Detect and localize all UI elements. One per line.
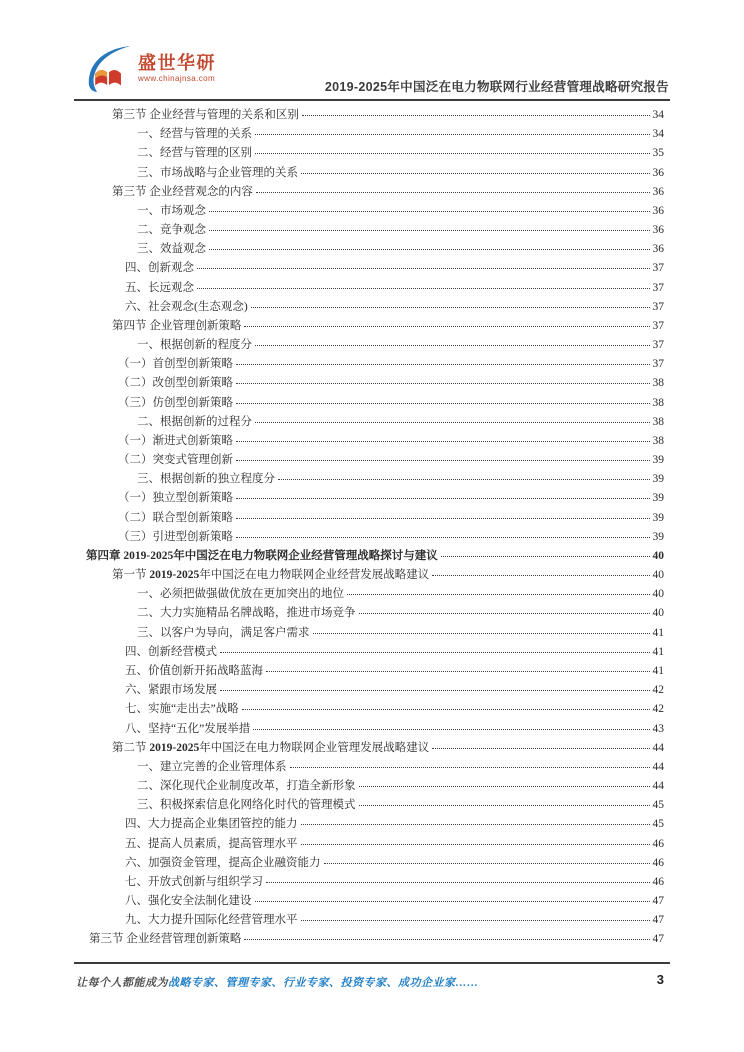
toc-page-number: 37 bbox=[652, 339, 664, 352]
dotted-leader bbox=[290, 767, 651, 768]
toc-entry-title: 二、根据创新的过程分 bbox=[137, 415, 252, 428]
dotted-leader bbox=[359, 613, 651, 614]
toc-page-number: 36 bbox=[652, 204, 664, 217]
footer-slogan bbox=[76, 974, 479, 990]
dotted-leader bbox=[236, 383, 650, 384]
toc-entry-title: 五、价值创新开拓战略蓝海 bbox=[125, 664, 263, 677]
toc-page-number: 46 bbox=[652, 875, 664, 888]
toc-page-number: 37 bbox=[652, 300, 664, 313]
toc-row bbox=[86, 355, 664, 374]
dotted-leader bbox=[255, 901, 651, 902]
toc-entry-title: 三、积极探索信息化网络化时代的管理模式 bbox=[137, 799, 356, 812]
dotted-leader bbox=[244, 939, 650, 940]
toc-row bbox=[86, 336, 664, 355]
toc-row bbox=[86, 892, 664, 911]
toc-row bbox=[86, 509, 664, 528]
toc-page-number: 46 bbox=[652, 856, 664, 869]
toc-row bbox=[86, 202, 664, 221]
toc-page-number: 40 bbox=[652, 549, 664, 562]
toc-page-number: 41 bbox=[652, 626, 664, 639]
toc-page-number: 47 bbox=[652, 914, 664, 927]
toc-row bbox=[86, 604, 664, 623]
toc-page-number: 43 bbox=[652, 722, 664, 735]
toc-page-number: 36 bbox=[652, 243, 664, 256]
toc-row bbox=[86, 489, 664, 508]
toc-page-number: 37 bbox=[652, 262, 664, 275]
dotted-leader bbox=[301, 824, 651, 825]
toc-entry-title: 四、创新经营模式 bbox=[125, 645, 217, 658]
toc-entry-title: 六、紧跟市场发展 bbox=[125, 684, 217, 697]
dotted-leader bbox=[236, 364, 650, 365]
dotted-leader bbox=[278, 479, 650, 480]
footer-slogan-highlight: 战略专家、管理专家、行业专家、投资专家、成功企业家…… bbox=[168, 977, 479, 989]
toc-row bbox=[86, 585, 664, 604]
toc-page-number: 37 bbox=[652, 358, 664, 371]
dotted-leader bbox=[236, 460, 650, 461]
toc-page-number: 44 bbox=[652, 760, 664, 773]
toc-entry-title: 第一节 2019-2025年中国泛在电力物联网企业经营发展战略建议 bbox=[112, 569, 430, 582]
toc-row bbox=[86, 739, 664, 758]
logo-text bbox=[138, 45, 216, 83]
page-number: 3 bbox=[656, 972, 664, 987]
toc-page-number: 39 bbox=[652, 492, 664, 505]
toc-page-number: 46 bbox=[652, 837, 664, 850]
toc-entry-title: （二）突变式管理创新 bbox=[118, 454, 233, 467]
toc-page-number: 39 bbox=[652, 473, 664, 486]
dotted-leader bbox=[209, 230, 650, 231]
toc-entry-title: 四、创新观念 bbox=[125, 262, 194, 275]
toc-row bbox=[86, 796, 664, 815]
toc-row bbox=[86, 815, 664, 834]
dotted-leader bbox=[255, 422, 650, 423]
dotted-leader bbox=[220, 690, 650, 691]
toc-row bbox=[86, 374, 664, 393]
header-divider bbox=[74, 99, 670, 101]
dotted-leader bbox=[255, 153, 650, 154]
toc-row bbox=[86, 394, 664, 413]
dotted-leader bbox=[236, 537, 650, 538]
toc-entry-title: 八、强化安全法制化建设 bbox=[125, 895, 252, 908]
dotted-leader bbox=[313, 633, 651, 634]
toc-entry-title: 第三节 企业经营与管理的关系和区别 bbox=[112, 109, 299, 121]
toc-row bbox=[86, 720, 664, 739]
toc-page-number: 34 bbox=[652, 109, 664, 121]
toc-page-number: 47 bbox=[652, 895, 664, 908]
toc-page-number: 36 bbox=[652, 185, 664, 198]
toc-row bbox=[86, 777, 664, 796]
toc-entry-title: 五、长远观念 bbox=[125, 281, 194, 294]
dotted-leader bbox=[359, 805, 651, 806]
toc-row bbox=[86, 624, 664, 643]
dotted-leader bbox=[302, 115, 650, 116]
brand-name: 盛世华研 bbox=[138, 53, 216, 73]
dotted-leader bbox=[236, 441, 650, 442]
toc-row bbox=[86, 854, 664, 873]
toc-row bbox=[86, 835, 664, 854]
toc-row bbox=[86, 451, 664, 470]
toc-entry-title: 一、根据创新的程度分 bbox=[137, 339, 252, 352]
dotted-leader bbox=[242, 709, 650, 710]
toc-entry-title: 七、实施“走出去”战略 bbox=[125, 703, 239, 716]
toc-row bbox=[86, 144, 664, 163]
dotted-leader bbox=[209, 249, 650, 250]
toc-page-number: 47 bbox=[652, 933, 664, 946]
toc-entry-title: 一、经营与管理的关系 bbox=[137, 128, 252, 141]
toc-entry-title: （三）引进型创新策略 bbox=[118, 530, 233, 543]
toc-entry-title: 八、坚持“五化”发展举措 bbox=[125, 722, 251, 735]
toc-entry-title: 三、以客户为导向，满足客户需求 bbox=[137, 626, 310, 639]
toc-entry-title: （二）联合型创新策略 bbox=[118, 511, 233, 524]
dotted-leader bbox=[255, 134, 650, 135]
toc-entry-title: 三、效益观念 bbox=[137, 243, 206, 256]
dotted-leader bbox=[251, 307, 650, 308]
toc-row bbox=[86, 413, 664, 432]
dotted-leader bbox=[301, 844, 651, 845]
toc-page-number: 38 bbox=[652, 396, 664, 409]
toc-page-number: 40 bbox=[652, 607, 664, 620]
toc-page-number: 34 bbox=[652, 128, 664, 141]
toc-entry-title: （二）改创型创新策略 bbox=[118, 377, 233, 390]
toc-entry-title: 二、竞争观念 bbox=[137, 224, 206, 237]
toc-page-number: 39 bbox=[652, 530, 664, 543]
toc-row bbox=[86, 164, 664, 183]
logo-book-swoosh-icon bbox=[86, 45, 132, 93]
toc-row bbox=[86, 279, 664, 298]
toc-page-number: 39 bbox=[652, 454, 664, 467]
toc-entry-title: 第二节 2019-2025年中国泛在电力物联网企业管理发展战略建议 bbox=[112, 741, 430, 754]
dotted-leader bbox=[432, 748, 650, 749]
dotted-leader bbox=[359, 786, 651, 787]
toc-page-number: 40 bbox=[652, 569, 664, 582]
toc-entry-title: 二、经营与管理的区别 bbox=[137, 147, 252, 160]
toc-page-number: 38 bbox=[652, 434, 664, 447]
toc-entry-title: 三、市场战略与企业管理的关系 bbox=[137, 166, 298, 179]
toc-entry-title: 三、根据创新的独立程度分 bbox=[137, 473, 275, 486]
brand-logo bbox=[86, 45, 216, 93]
toc-row bbox=[86, 106, 664, 125]
dotted-leader bbox=[441, 556, 650, 557]
dotted-leader bbox=[197, 288, 650, 289]
toc-page-number: 35 bbox=[652, 147, 664, 160]
dotted-leader bbox=[236, 403, 650, 404]
toc-entry-title: 九、大力提升国际化经营管理水平 bbox=[125, 914, 298, 927]
toc-row bbox=[86, 240, 664, 259]
toc-row bbox=[86, 681, 664, 700]
toc-entry-title: 四、大力提高企业集团管控的能力 bbox=[125, 818, 298, 831]
toc-page-number: 44 bbox=[652, 741, 664, 754]
toc-row bbox=[86, 432, 664, 451]
toc-entry-title: 第三节 企业经营管理创新策略 bbox=[89, 933, 242, 946]
toc-page-number: 38 bbox=[652, 377, 664, 390]
toc-entry-title: 五、提高人员素质，提高管理水平 bbox=[125, 837, 298, 850]
toc-page-number: 42 bbox=[652, 684, 664, 697]
dotted-leader bbox=[347, 594, 650, 595]
toc-row bbox=[86, 470, 664, 489]
dotted-leader bbox=[236, 518, 650, 519]
toc-page-number: 38 bbox=[652, 415, 664, 428]
toc-page-number: 39 bbox=[652, 511, 664, 524]
toc-row bbox=[86, 700, 664, 719]
toc-entry-title: 二、大力实施精品名牌战略，推进市场竞争 bbox=[137, 607, 356, 620]
dotted-leader bbox=[324, 863, 651, 864]
toc-entry-title: 第四章 2019-2025年中国泛在电力物联网企业经营管理战略探讨与建议 bbox=[86, 549, 438, 562]
dotted-leader bbox=[301, 173, 650, 174]
toc-row bbox=[86, 317, 664, 336]
dotted-leader bbox=[253, 729, 650, 730]
toc-row bbox=[86, 183, 664, 202]
toc-entry-title: 第三节 企业经营观念的内容 bbox=[112, 185, 253, 198]
footer-divider bbox=[74, 962, 670, 964]
toc-row bbox=[86, 930, 664, 949]
toc-page-number: 45 bbox=[652, 818, 664, 831]
dotted-leader bbox=[197, 268, 650, 269]
toc-row bbox=[86, 298, 664, 317]
dotted-leader bbox=[236, 498, 650, 499]
toc-page-number: 41 bbox=[652, 645, 664, 658]
dotted-leader bbox=[301, 920, 651, 921]
dotted-leader bbox=[244, 326, 650, 327]
report-title: 2019-2025年中国泛在电力物联网行业经营管理战略研究报告 bbox=[324, 80, 669, 94]
toc-entry-title: 六、加强资金管理，提高企业融资能力 bbox=[125, 856, 321, 869]
toc-page-number: 36 bbox=[652, 224, 664, 237]
toc-row bbox=[86, 125, 664, 144]
toc-page-number: 41 bbox=[652, 664, 664, 677]
toc-row bbox=[86, 662, 664, 681]
toc-page-number: 37 bbox=[652, 281, 664, 294]
footer-slogan-prefix: 让每个人都能成为 bbox=[76, 977, 168, 989]
toc-row bbox=[86, 911, 664, 930]
toc-page-number: 45 bbox=[652, 799, 664, 812]
toc-page-number: 37 bbox=[652, 319, 664, 332]
dotted-leader bbox=[266, 882, 650, 883]
toc-entry-title: 一、必须把做强做优放在更加突出的地位 bbox=[137, 588, 344, 601]
toc-entry-title: （一）首创型创新策略 bbox=[118, 358, 233, 371]
toc-row bbox=[86, 643, 664, 662]
toc-entry-title: （三）仿创型创新策略 bbox=[118, 396, 233, 409]
toc-entry-title: 第四节 企业管理创新策略 bbox=[112, 319, 242, 332]
dotted-leader bbox=[432, 575, 650, 576]
toc-page-number: 40 bbox=[652, 588, 664, 601]
toc-entry-title: 六、社会观念(生态观念) bbox=[125, 300, 248, 313]
dotted-leader bbox=[220, 652, 650, 653]
dotted-leader bbox=[266, 671, 650, 672]
toc-entry-title: 一、建立完善的企业管理体系 bbox=[137, 760, 287, 773]
toc-row bbox=[86, 547, 664, 566]
dotted-leader bbox=[255, 345, 650, 346]
toc-entry-title: 七、开放式创新与组织学习 bbox=[125, 875, 263, 888]
toc-entry-title: （一）独立型创新策略 bbox=[118, 492, 233, 505]
brand-url: www.chinajnsa.com bbox=[138, 74, 216, 83]
toc-entry-title: （一）渐进式创新策略 bbox=[118, 434, 233, 447]
toc-page-number: 36 bbox=[652, 166, 664, 179]
toc-list bbox=[86, 106, 664, 950]
toc-page-number: 44 bbox=[652, 780, 664, 793]
toc-row bbox=[86, 758, 664, 777]
toc-entry-title: 二、深化现代企业制度改革，打造全新形象 bbox=[137, 780, 356, 793]
dotted-leader bbox=[209, 211, 650, 212]
dotted-leader bbox=[256, 192, 650, 193]
toc-entry-title: 一、市场观念 bbox=[137, 204, 206, 217]
toc-row bbox=[86, 221, 664, 240]
toc-row bbox=[86, 566, 664, 585]
toc-row bbox=[86, 873, 664, 892]
toc-row bbox=[86, 528, 664, 547]
toc-row bbox=[86, 259, 664, 278]
toc-page-number: 42 bbox=[652, 703, 664, 716]
